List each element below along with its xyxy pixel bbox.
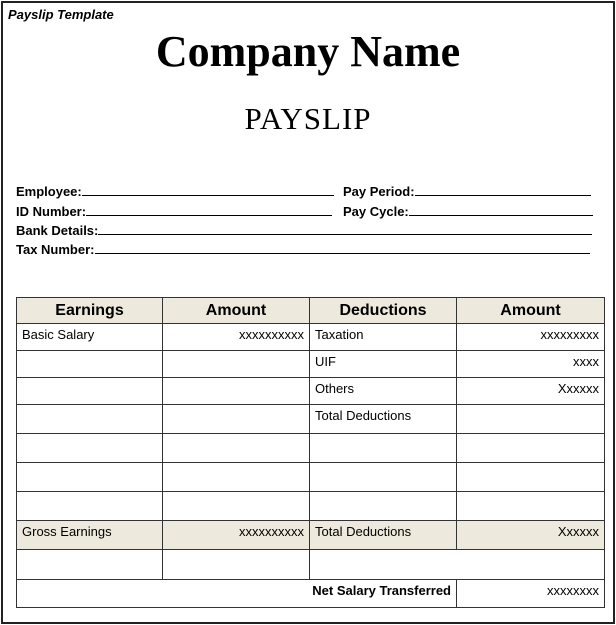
pay-cycle-field[interactable]: [343, 203, 601, 219]
deduction-amount[interactable]: Xxxxxx: [457, 378, 605, 405]
earning-amount[interactable]: [163, 434, 310, 463]
net-salary-amount[interactable]: xxxxxxxx: [457, 580, 605, 608]
earning-amount[interactable]: [163, 492, 310, 521]
earning-item[interactable]: [17, 351, 163, 378]
payslip-title: PAYSLIP: [244, 101, 372, 136]
earning-item[interactable]: [17, 492, 163, 521]
deduction-amount[interactable]: xxxx: [457, 351, 605, 378]
earning-item[interactable]: [17, 405, 163, 434]
earnings-amount-header: Amount: [163, 298, 310, 324]
pay-period-label: Pay Period:: [343, 184, 415, 199]
deduction-amount[interactable]: [457, 405, 605, 434]
deductions-amount-header: Amount: [457, 298, 605, 324]
earning-amount[interactable]: xxxxxxxxxx: [163, 324, 310, 351]
earning-item[interactable]: Basic Salary: [17, 324, 163, 351]
deduction-item[interactable]: Others: [310, 378, 457, 405]
gross-earnings-label: Gross Earnings: [17, 521, 163, 550]
deduction-item[interactable]: UIF: [310, 351, 457, 378]
bank-details-label: Bank Details:: [16, 223, 99, 238]
table-row: [17, 463, 605, 492]
total-deductions-label: Total Deductions: [310, 521, 457, 550]
employee-line: [82, 183, 334, 196]
deduction-amount[interactable]: [457, 463, 605, 492]
deduction-item[interactable]: Total Deductions: [310, 405, 457, 434]
total-deductions-amount[interactable]: Xxxxxx: [457, 521, 605, 550]
deduction-item[interactable]: [310, 463, 457, 492]
tax-number-label: Tax Number:: [16, 242, 95, 257]
payslip-table: [16, 297, 605, 608]
table-header-row: [17, 298, 605, 324]
net-salary-row: [17, 580, 605, 608]
id-number-field[interactable]: [16, 203, 343, 219]
deduction-amount[interactable]: [457, 434, 605, 463]
pay-period-field[interactable]: [343, 183, 601, 199]
bank-details-line: [98, 222, 592, 235]
gross-earnings-amount[interactable]: xxxxxxxxxx: [163, 521, 310, 550]
pay-cycle-line: [409, 203, 593, 216]
id-number-line: [86, 203, 332, 216]
pay-period-line: [415, 183, 591, 196]
table-row: [17, 324, 605, 351]
earning-item[interactable]: [17, 463, 163, 492]
table-row: [17, 550, 605, 580]
tax-number-line: [95, 241, 590, 254]
deduction-item[interactable]: [310, 434, 457, 463]
blank-cell[interactable]: [310, 550, 605, 580]
earning-amount[interactable]: [163, 463, 310, 492]
earning-amount[interactable]: [163, 405, 310, 434]
deduction-item[interactable]: Taxation: [310, 324, 457, 351]
deduction-amount[interactable]: xxxxxxxxx: [457, 324, 605, 351]
tax-number-field[interactable]: [16, 241, 602, 257]
table-row: [17, 351, 605, 378]
id-number-label: ID Number:: [16, 204, 87, 219]
blank-cell[interactable]: [163, 550, 310, 580]
totals-row: [17, 521, 605, 550]
employee-field[interactable]: [16, 183, 343, 199]
payslip-document: [1, 1, 615, 624]
deduction-amount[interactable]: [457, 492, 605, 521]
earning-amount[interactable]: [163, 351, 310, 378]
table-row: [17, 405, 605, 434]
earnings-header: Earnings: [17, 298, 163, 324]
employee-label: Employee:: [16, 184, 82, 199]
deductions-header: Deductions: [310, 298, 457, 324]
table-row: [17, 434, 605, 463]
net-salary-label: Net Salary Transferred: [17, 580, 457, 608]
table-row: [17, 492, 605, 521]
table-row: [17, 378, 605, 405]
earning-amount[interactable]: [163, 378, 310, 405]
earning-item[interactable]: [17, 378, 163, 405]
pay-cycle-label: Pay Cycle:: [343, 204, 409, 219]
bank-details-field[interactable]: [16, 222, 602, 238]
template-label: Payslip Template: [8, 7, 114, 22]
company-name: Company Name: [155, 27, 461, 76]
blank-cell[interactable]: [17, 550, 163, 580]
deduction-item[interactable]: [310, 492, 457, 521]
earning-item[interactable]: [17, 434, 163, 463]
